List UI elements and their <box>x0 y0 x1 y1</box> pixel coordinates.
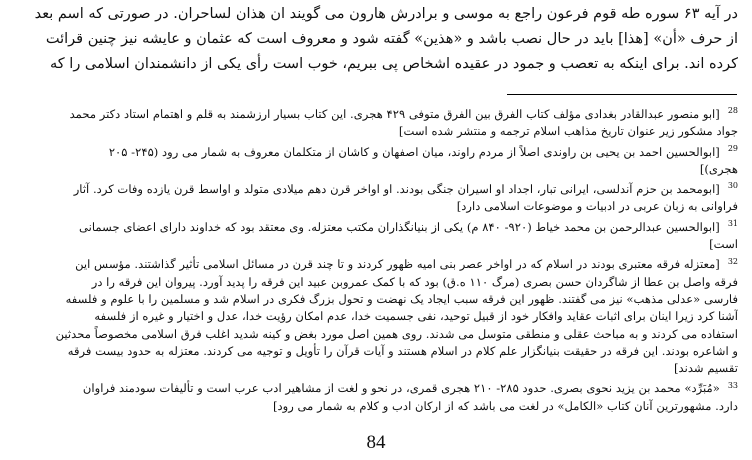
footnote-number: 33 <box>727 380 738 390</box>
footnote-line: است] <box>709 237 738 252</box>
footnote-30 <box>16 181 738 216</box>
footnote-line: فارسی «عدلی مذهب» نیز می گفتند. ظهور این فرقه سبب ایجاد یک نهضت و تحول بزرگ فکری در اسلام شد و مسلمین را با علوم و فلسفه <box>65 291 738 306</box>
footnote-32 <box>16 256 738 377</box>
footnote-number: 28 <box>727 106 738 116</box>
footnote-text: [ابومحمد بن حزم آندلسی، ایرانی تبار، اجداد او اسیران جنگی بودند. او اواخر قرن دهم میلادی متولد و اواسط قرن یازده وفات کرد. آثار <box>73 182 720 197</box>
footnote-number: 32 <box>727 256 738 266</box>
footnote-text: [معتزله فرقه معتبری بودند در اسلام که در اواخر عصر بنی امیه ظهور کردند و تا چند قرن در مسائل اسلامی تأثیر گذاشتند. مؤسس این <box>75 257 720 272</box>
footnote-28 <box>16 106 738 141</box>
footnote-line: استفاده می کردند و به مباحث عقلی و منطقی متوسل می شدند. روی همین اصل مورد بغض و کینه شدید اغلب فرق اسلامی مخصوصاً محدثین <box>55 326 738 341</box>
footnote-line: فرقه واصل بن عطا از شاگردان حسن بصری (مرگ ۱۱۰ ه.ق) بود که با کمک عمروبن عبید این فرقه را پدید آورد. پیروان این فرقه را در <box>91 274 738 289</box>
footnote-31 <box>16 219 738 254</box>
footnote-line: هجری)] <box>699 161 738 176</box>
footnote-text: [ابو منصور عبدالقادر بغدادی مؤلف کتاب الفرق بین الفرق متوفی ۴۲۹ هجری. این کتاب بسیار ارزشمند به قلم و اهتمام استاد دکتر محمد <box>69 107 720 121</box>
footnote-line: آشنا کرد زیرا اینان برای اثبات عقاید وافکار خود از قبیل توحید، نفی جسمیت خدا، عدم امکان رؤیت خدا، عدل و اختیار و غیره از فلسفه <box>94 309 738 324</box>
footnote-line <box>16 380 738 397</box>
footnote-line <box>16 106 738 123</box>
footnote-text: «مُبَرِّد» محمد بن یزید نحوی بصری. حدود ۲۸۵- ۲۱۰ هجری قمری، در نحو و لغت از مشاهیر ادب عرب است و تألیفات سودمند فراوان <box>82 381 720 396</box>
footnote-line <box>16 181 738 198</box>
footnote-line <box>16 219 738 236</box>
footnote-text: [ابوالحسین احمد بن یحیی بن راوندی اصلاً از مردم راوند، میان اصفهان و کاشان از متکلمان معروف به شمار می رود (۲۴۵- ۲۰۵ <box>108 144 720 159</box>
body-paragraph <box>16 2 738 77</box>
body-line: از حرف «أن» [هذا] باید در حال نصب باشد و «هذین» گفته شود و معروف است که عثمان و عایشه نیز چنین قرائت <box>45 31 738 47</box>
body-line: در آیه ۶۳ سوره طه قوم فرعون راجع به موسی و برادرش هارون می گویند ان هذان لساحران. در صورتی که اسم بعد <box>34 6 738 22</box>
footnote-line <box>16 256 738 273</box>
footnote-line: و اشاعره بودند. این فرقه در حقیقت بنیانگزار علم کلام در اسلام هستند و آیات قرآن را تأویل و توجیه می کردند. معتزله به حدود بیست فرقه <box>67 343 738 358</box>
footnote-line: دارد. مشهورترین آنان کتاب «الکامل» در لغت می باشد که از ارکان ادب و کلام به شمار می رود] <box>272 398 738 413</box>
footnotes <box>16 106 738 418</box>
footnote-line: فراوانی به زبان عربی در ادبیات و موضوعات اسلامی دارد] <box>456 199 738 214</box>
footnote-33 <box>16 380 738 415</box>
footnote-number: 30 <box>727 181 738 191</box>
page-number: 84 <box>366 432 386 453</box>
footnote-29 <box>16 144 738 179</box>
footnote-line: تقسیم شدند] <box>674 361 738 376</box>
footnote-number: 29 <box>727 143 738 153</box>
body-line: کرده اند. برای اینکه به تعصب و جمود در عقیده اشخاص پی ببریم، خوب است رأی یکی از دانشمندان اسلامی را که <box>50 56 738 72</box>
footnote-text: [ابوالحسین عبدالرحمن بن محمد خیاط (۹۲۰- ۸۴۰ م) یکی از بنیانگذاران مکتب معتزله. وی معتقد بود که خداوند دارای اعضای جسمانی <box>79 219 720 234</box>
footnote-line: جواد مشکور زیر عنوان تاریخ مذاهب اسلام ترجمه و منتشر شده است] <box>398 124 738 139</box>
footnote-line <box>16 144 738 161</box>
footnote-number: 31 <box>727 218 738 228</box>
footnote-separator <box>507 94 737 95</box>
